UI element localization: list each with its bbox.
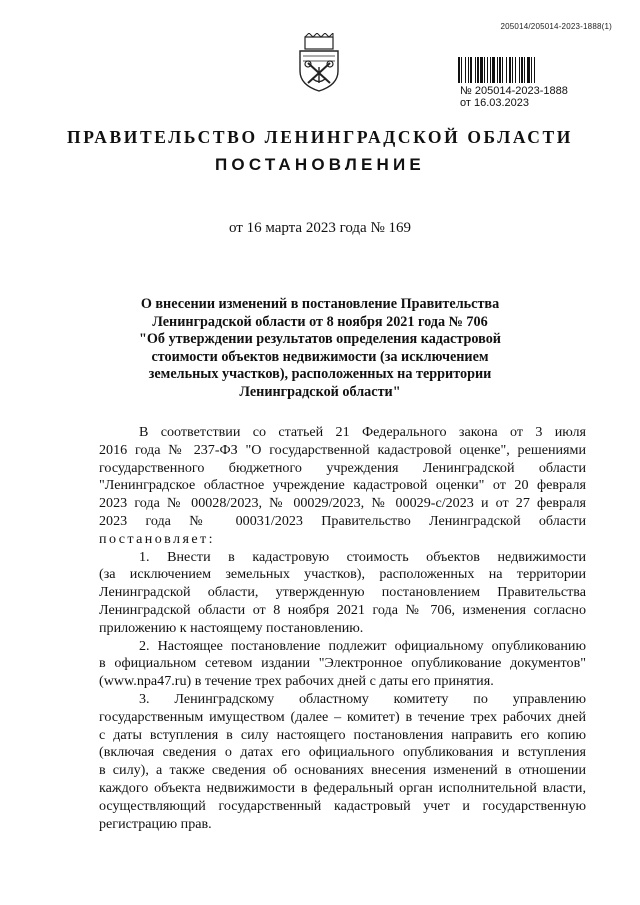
coat-of-arms-icon: [296, 33, 342, 93]
date-line: от 16 марта 2023 года № 169: [228, 220, 412, 236]
subject-line: О внесении изменений в постановление Правительства: [140, 296, 500, 312]
body-line: Ленинградской области, утвержденную постановлением Правительства: [99, 584, 586, 601]
registration-stamp: [460, 85, 568, 109]
body-line: приложению к настоящему постановлению.: [99, 619, 364, 636]
body-line: (www.npa47.ru) в течение трех рабочих дней с даты его принятия.: [99, 673, 494, 690]
body-line: 1. Внести в кадастровую стоимость объектов недвижимости: [139, 548, 586, 565]
body-line: постановляет:: [99, 530, 215, 547]
subject-line: Ленинградской области": [239, 383, 401, 400]
body-line: осуществляющий государственный кадастровый учет и государственную: [99, 797, 586, 814]
government-title: ПРАВИТЕЛЬСТВО ЛЕНИНГРАДСКОЙ ОБЛАСТИ: [66, 127, 574, 147]
registration-date: от 16.03.2023: [460, 97, 530, 109]
body-line: в силу), а также сведения об основаниях внесения изменений в отношении: [99, 762, 586, 779]
body-line: (за исключением земельных участков), расположенных на территории: [99, 566, 586, 583]
body-line: (включая сведения о датах его официального опубликования и вступления: [99, 744, 586, 761]
barcode-icon: [458, 57, 616, 83]
body-line: Ленинградской области от 8 ноября 2021 года № 706, изменения согласно: [99, 601, 586, 618]
body-line: регистрацию прав.: [99, 815, 212, 832]
subject-line: Ленинградской области от 8 ноября 2021 года № 706: [152, 313, 488, 330]
registration-number: № 205014-2023-1888: [460, 85, 568, 97]
subject-line: "Об утверждении результатов определения кадастровой: [139, 331, 501, 348]
body-line: В соответствии со статьей 21 Федерального закона от 3 июля: [139, 424, 586, 440]
body-line: 2023 года № 00031/2023 Правительство Ленинградской области: [99, 512, 586, 529]
body-line: в официальном сетевом издании "Электронное опубликование документов": [99, 655, 586, 672]
body-line: 3. Ленинградскому областному комитету по управлению: [139, 690, 586, 707]
body-line: 2016 года № 237-ФЗ "О государственной кадастровой оценке", решениями: [99, 441, 586, 458]
subject-block: [120, 296, 520, 402]
body-line: с даты вступления в силу настоящего постановления направить его копию: [99, 726, 586, 743]
body-line: каждого объекта недвижимости в федеральный орган исполнительной власти,: [99, 779, 586, 796]
reference-code: 205014/205014-2023-1888(1): [500, 22, 612, 31]
document-body: [99, 424, 586, 833]
body-line: 2023 года № 00028/2023, № 00029/2023, № 00029-с/2023 и от 27 февраля: [99, 495, 586, 512]
document-type: ПОСТАНОВЛЕНИЕ: [215, 155, 425, 174]
subject-line: земельных участков), расположенных на территории: [148, 366, 492, 383]
body-line: 2. Настоящее постановление подлежит официальному опубликованию: [139, 637, 586, 654]
body-line: "Ленинградское областное учреждение кадастровой оценки" от 20 февраля: [99, 477, 586, 494]
body-line: государственным имуществом (далее – комитет) в течение трех рабочих дней: [99, 708, 586, 725]
body-line: государственного бюджетного учреждения Ленинградской области: [99, 459, 586, 476]
subject-line: стоимости объектов недвижимости (за исключением: [151, 348, 489, 365]
